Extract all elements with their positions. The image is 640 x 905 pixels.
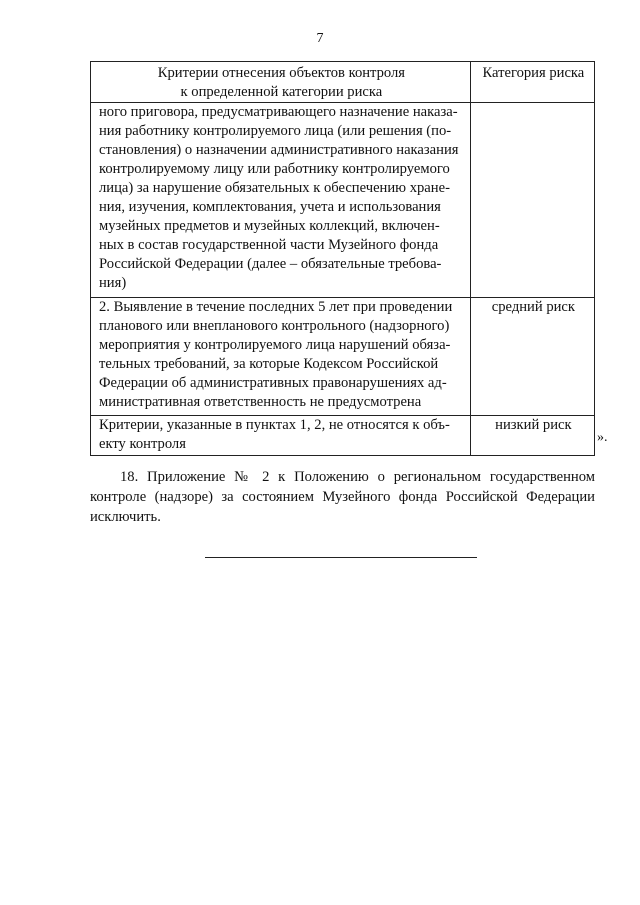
- row-criteria: Критерии, указанные в пунктах 1, 2, не относятся к объ- екту контроля: [91, 416, 471, 456]
- table-row: [91, 298, 595, 416]
- risk-criteria-table: [90, 61, 595, 456]
- row-category: низкий риск: [470, 416, 594, 456]
- row-criteria: 2. Выявление в течение последних 5 лет при проведении планового или внепланового контрольного (надзорного) мероприятия у контролируемого лица нарушений обяза- тельных требований, за которые Кодексом Российской Федерации об административных правонарушениях ад- министративная ответственность не предусмотрена: [91, 298, 471, 416]
- closing-quote: ».: [597, 430, 608, 445]
- header-criteria: Критерии отнесения объектов контроля к определенной категории риска: [91, 62, 471, 103]
- row-category: [470, 103, 594, 298]
- row-category: средний риск: [470, 298, 594, 416]
- row-criteria: ного приговора, предусматривающего назначение наказа- ния работнику контролируемого лица (или решения (по- становления) о назначении административного наказания контролируемому лицу или работнику контролируемого лица) за нарушение обязательных к обеспечению хране- ния, изучения, комплектования, учета и использования музейных предметов и музейных коллекций, включен- ных в состав государственной части Музейного фонда Российской Федерации (далее – обязательные требова- ния): [91, 103, 471, 298]
- header-category: Категория риска: [470, 62, 594, 103]
- table-row: [91, 416, 595, 456]
- table-header-row: [91, 62, 595, 103]
- page-number: 7: [316, 31, 324, 46]
- paragraph-item-18: 18. Приложение № 2 к Положению о региональном государственном контроле (надзоре) за состоянием Музейного фонда Российской Федерации исключить.: [90, 469, 595, 525]
- separator-line: [205, 557, 477, 558]
- table-row: [91, 103, 595, 298]
